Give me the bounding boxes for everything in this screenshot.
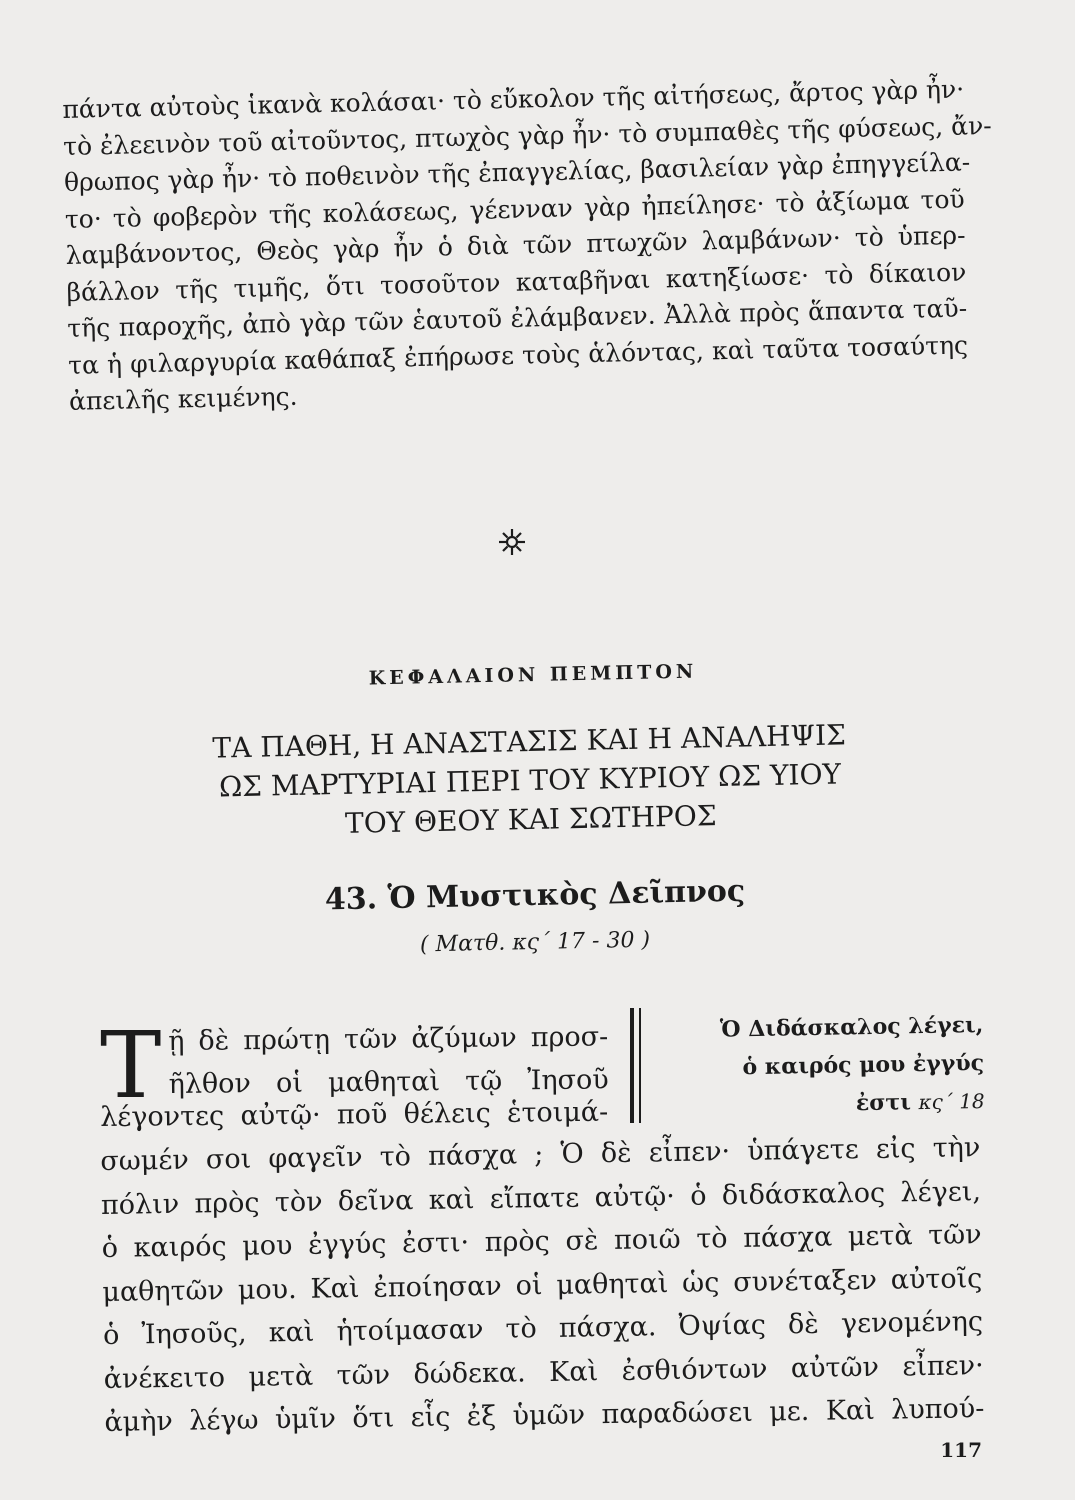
section-title: 43. Ὁ Μυστικὸς Δεῖπνος	[324, 873, 746, 918]
text-line: μαθητῶν μου. Καὶ ἐποίησαν οἱ μαθηταὶ ὡς συνέταξεν αὐτοῖς	[102, 1262, 983, 1308]
marginal-line: ὁ καιρός μου ἐγγύς	[742, 1049, 985, 1081]
drop-cap: Τ	[100, 1012, 162, 1119]
text-line: πάντα αὐτοὺς ἱκανὰ κολάσαι· τὸ εὔκολον τῆς αἰτήσεως, ἄρτος γὰρ ἦν·	[62, 74, 965, 124]
chapter-label: ΚΕΦΑΛΑΙΟΝ ΠΕΜΠΤΟΝ	[368, 660, 698, 690]
page-number: 117	[940, 1438, 982, 1462]
marginal-reference: κς΄ 18	[918, 1088, 985, 1115]
chapter-title	[169, 714, 891, 846]
text-line: σωμέν σοι φαγεῖν τὸ πάσχα ; Ὁ δὲ εἶπεν· ὑπάγετε εἰς τὴν	[100, 1132, 981, 1177]
chapter-title-line: ΤΑ ΠΑΘΗ, Η ΑΝΑΣΤΑΣΙΣ ΚΑΙ Η ΑΝΑΛΗΨΙΣ	[212, 718, 847, 765]
text-line: τὸ ἐλεεινὸν τοῦ αἰτοῦντος, πτωχὸς γὰρ ἦν· τὸ συμπαθὲς τῆς φύσεως, ἄν-	[62, 110, 992, 161]
text-line: βάλλον τῆς τιμῆς, ὅτι τοσοῦτον καταβῆναι κατηξίωσε· τὸ δίκαιον	[66, 257, 967, 307]
marginal-line	[649, 1082, 985, 1126]
chapter-title-line: ΤΟΥ ΘΕΟΥ ΚΑΙ ΣΩΤΗΡΟΣ	[344, 799, 717, 840]
text-line: τῆς παροχῆς, ἀπὸ γὰρ τῶν ἑαυτοῦ ἐλάμβανεν. Ἀλλὰ πρὸς ἅπαντα ταῦ-	[67, 293, 968, 343]
text-line: ἀπειλῆς κειμένης.	[68, 381, 298, 416]
text-line: θρωπος γὰρ ἦν· τὸ ποθεινὸν τῆς ἐπαγγελίας, βασιλείαν γὰρ ἐπηγγείλα-	[63, 147, 971, 197]
text-line: ἀμὴν λέγω ὑμῖν ὅτι εἷς ἐξ ὑμῶν παραδώσει με. Καὶ λυπού-	[104, 1393, 985, 1438]
text-line: ὁ Ἰησοῦς, καὶ ἡτοίμασαν τὸ πάσχα. Ὀψίας δὲ γενομένης	[102, 1306, 984, 1351]
text-line: ὁ καιρός μου ἐγγύς ἐστι· πρὸς σὲ ποιῶ τὸ πάσχα μετὰ τῶν	[101, 1219, 982, 1264]
marginal-divider	[630, 1008, 644, 1123]
main-paragraph	[100, 1126, 985, 1444]
marginal-line: Ὁ Διδάσκαλος λέγει,	[719, 1011, 984, 1043]
text-line: ἀνέκειτο μετὰ τῶν δώδεκα. Καὶ ἐσθιόντων αὐτῶν εἶπεν·	[103, 1349, 984, 1395]
marginal-text: ἐστι	[855, 1089, 912, 1117]
marginal-note	[648, 1006, 985, 1126]
text-line: λαμβάνοντος, Θεὸς γὰρ ἦν ὁ διὰ τῶν πτωχῶν λαμβάνων· τὸ ὑπερ-	[65, 220, 966, 270]
text-line: τα ἡ φιλαργυρία καθάπαξ ἐπήρωσε τοὺς ἁλόντας, καὶ ταῦτα τοσαύτης	[67, 330, 969, 380]
text-line: το· τὸ φοβερὸν τῆς κολάσεως, γέενναν γὰρ ἠπείλησε· τὸ ἀξίωμα τοῦ	[64, 184, 965, 234]
section-reference: ( Ματθ. κς΄ 17 - 30 )	[419, 927, 651, 958]
flower-ornament-icon	[497, 527, 527, 557]
text-line: ῇ δὲ πρώτῃ τῶν ἀζύμων προσ-	[168, 1021, 609, 1057]
chapter-title-line: ΩΣ ΜΑΡΤΥΡΙΑΙ ΠΕΡΙ ΤΟΥ ΚΥΡΙΟΥ ΩΣ ΥΙΟΥ	[218, 757, 842, 804]
text-line: ῆλθον οἱ μαθηταὶ τῷ Ἰησοῦ	[168, 1064, 609, 1100]
top-paragraph	[62, 72, 992, 421]
text-line: πόλιν πρὸς τὸν δεῖνα καὶ εἴπατε αὐτῷ· ὁ διδάσκαλος λέγει,	[100, 1175, 982, 1221]
text-line: λέγοντες αὐτῷ· ποῦ θέλεις ἑτοιμά-	[100, 1096, 609, 1133]
